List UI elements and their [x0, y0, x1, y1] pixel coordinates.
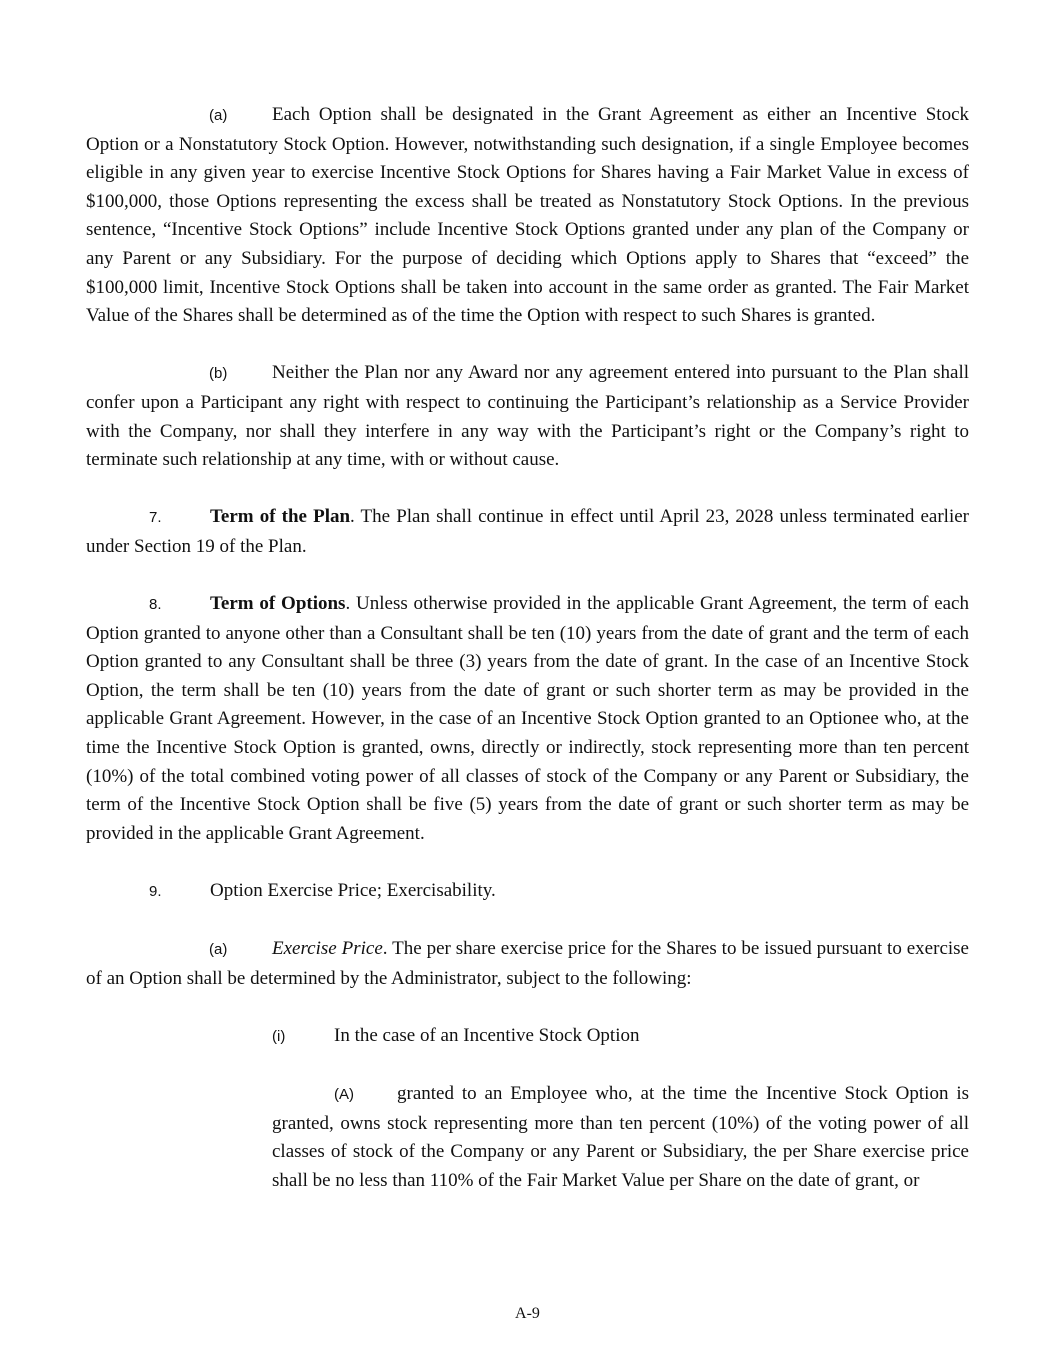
paragraph-heading: Exercise Price [272, 938, 383, 960]
paragraph-text: In the case of an Incentive Stock Option [334, 1025, 640, 1046]
section-text: . The Plan shall continue in effect until April 23, 2028 unless terminated earlier under Section 19 of the Plan. [86, 506, 969, 557]
section-text: . Unless otherwise provided in the applicable Grant Agreement, the term of each Option granted to anyone other than a Consultant shall be ten (10) years from the date of grant and the term of each Option granted to any Consultant shall be three (3) years from the date of grant. In the case of an Incentive Stock Option, the term shall be ten (10) years from the date of grant or such shorter term as may be provided in the applicable Grant Agreement. However, in the case of an Incentive Stock Option granted to an Optionee who, at the time the Incentive Stock Option is granted, owns, directly or indirectly, stock representing more than ten percent (10%) of the total combined voting power of all classes of stock of the Company or any Parent or Subsidiary, the term of the Incentive Stock Option shall be five (5) years from the date of grant or such shorter term as may be provided in the applicable Grant Agreement. [86, 593, 969, 844]
paragraph-9a-i-A [272, 1080, 969, 1195]
paragraph-number: (A) [334, 1086, 354, 1104]
document-page [86, 101, 969, 1196]
paragraph-9a-i [86, 1022, 969, 1052]
section-7-term-of-plan [86, 503, 969, 561]
paragraph-6a [86, 101, 969, 331]
section-9-heading [86, 877, 969, 907]
paragraph-text: granted to an Employee who, at the time the Incentive Stock Option is granted, owns stock representing more than ten percent (10%) of the voting power of all classes of stock of the Company or any Parent or Subsidiary, the per Share exercise price shall be no less than 110% of the Fair Market Value per Share on the date of grant, or [272, 1083, 969, 1191]
section-heading: Term of Options [210, 593, 346, 615]
paragraph-text: Neither the Plan nor any Award nor any agreement entered into pursuant to the Plan shall confer upon a Participant any right with respect to continuing the Participant’s relationship as a Service Provider with the Company, nor shall they interfere in any way with the Participant’s right or the Company’s right to terminate such relationship at any time, with or without cause. [86, 362, 969, 471]
paragraph-text: Each Option shall be designated in the Grant Agreement as either an Incentive Stock Option or a Nonstatutory Stock Option. However, notwithstanding such designation, if a single Employee becomes eligible in any given year to exercise Incentive Stock Options for Shares having a Fair Market Value in excess of $100,000, those Options representing the excess shall be treated as Nonstatutory Stock Options. In the previous sentence, “Incentive Stock Options” include Incentive Stock Options granted under any plan of the Company or any Parent or any Subsidiary. For the purpose of deciding which Options apply to Shares that “exceed” the $100,000 limit, Incentive Stock Options shall be taken into account in the same order as granted. The Fair Market Value of the Shares shall be determined as of the time the Option with respect to such Shares is granted. [86, 104, 969, 327]
section-number: 9. [149, 883, 162, 901]
section-heading: Term of the Plan [210, 506, 351, 528]
paragraph-number: (i) [272, 1028, 286, 1045]
section-number: 8. [149, 596, 162, 614]
paragraph-9a-exercise-price [86, 935, 969, 993]
paragraph-number: (a) [209, 107, 228, 124]
paragraph-number: (a) [209, 941, 228, 959]
section-8-term-of-options [86, 590, 969, 848]
paragraph-6b [86, 359, 969, 474]
paragraph-text: . The per share exercise price for the Shares to be issued pursuant to exercise of an Option shall be determined by the Administrator, subject to the following: [86, 938, 969, 989]
paragraph-number: (b) [209, 365, 228, 383]
section-text: Option Exercise Price; Exercisability. [210, 880, 496, 902]
section-number: 7. [149, 509, 162, 527]
page-number: A-9 [515, 1305, 540, 1322]
